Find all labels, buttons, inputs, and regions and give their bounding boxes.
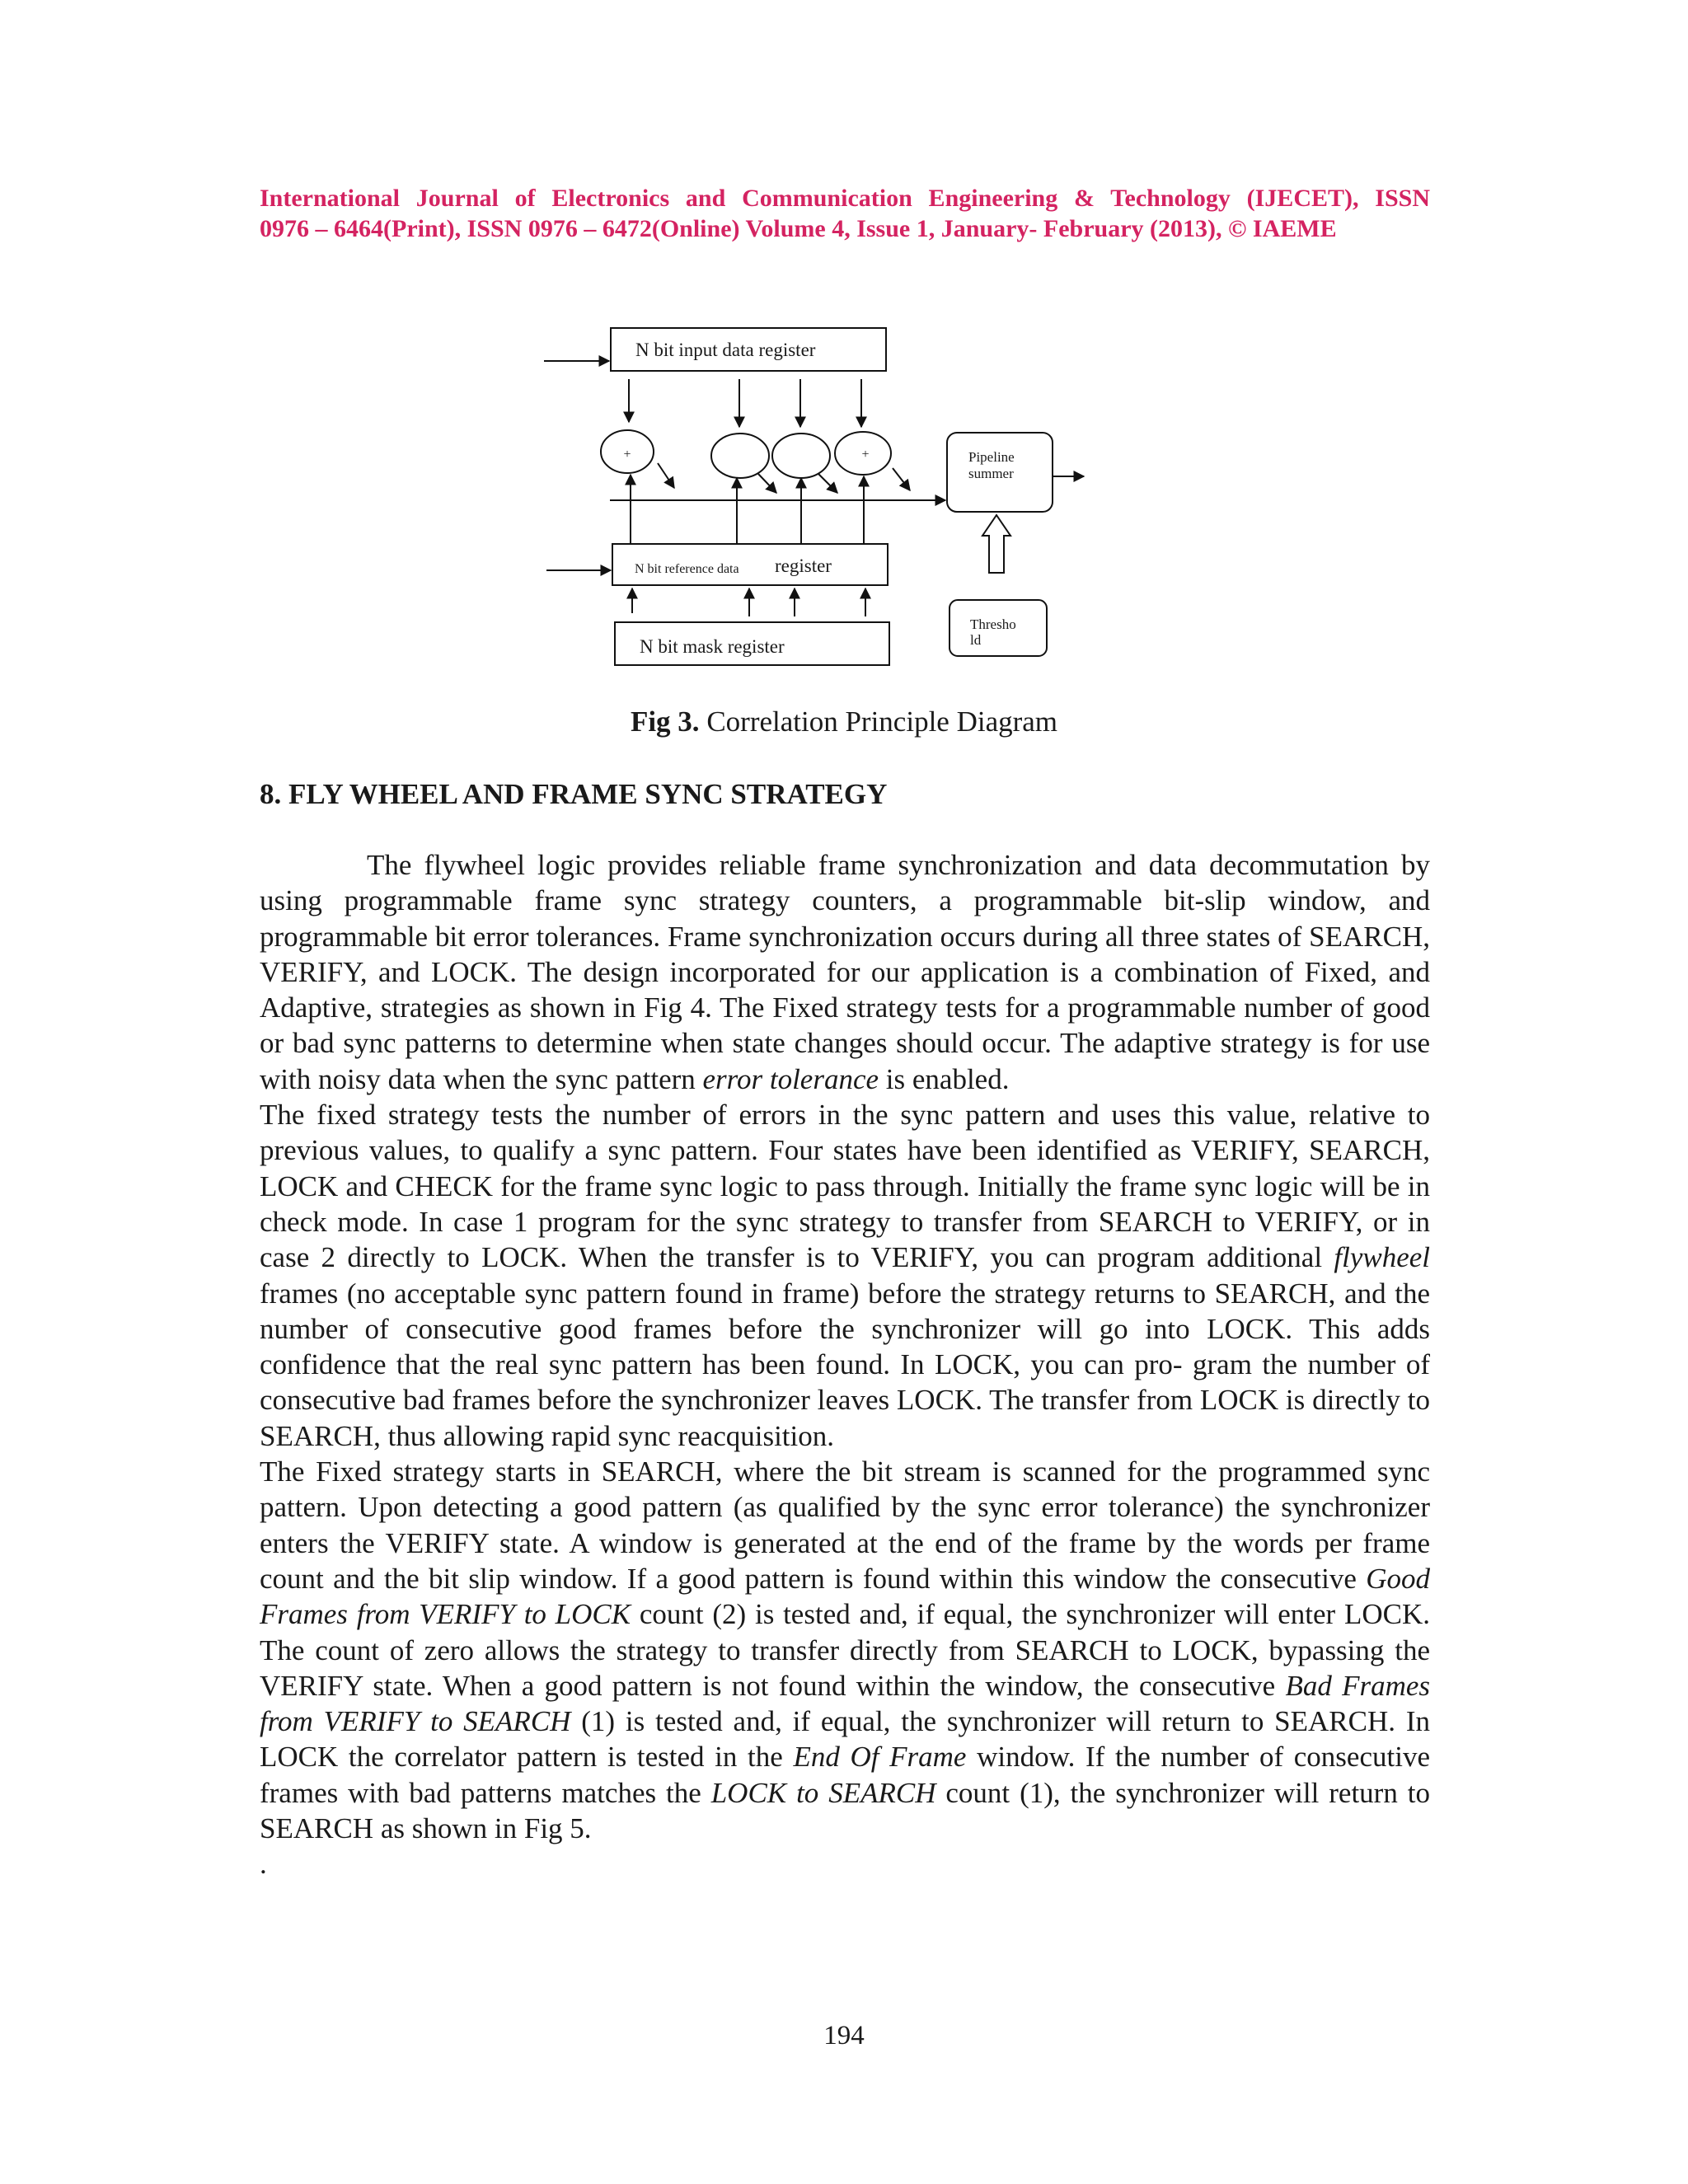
figure-caption-label: Fig 3. [630, 705, 700, 738]
emphasis-text: error tolerance [702, 1062, 879, 1095]
body-text [260, 847, 1430, 1882]
mask-register-label: N bit mask register [640, 636, 785, 657]
reference-register-label-word: register [775, 555, 832, 576]
diagonal-arrow [893, 468, 910, 490]
paragraph-text: (1) is tested and, if equal, the synchronizer will return to SEARCH. In LOCK the correlator pattern is tested in the [260, 1705, 1430, 1774]
threshold-label-line-2: ld [970, 632, 982, 648]
paragraph-text: is enabled. [879, 1062, 1010, 1095]
figure-caption [0, 705, 1688, 738]
emphasis-text: LOCK to SEARCH [710, 1776, 936, 1809]
figure-caption-text: Correlation Principle Diagram [699, 705, 1058, 738]
section-title: 8. FLY WHEEL AND FRAME SYNC STRATEGY [260, 778, 888, 810]
adder-ellipse [772, 434, 830, 478]
threshold-label-line-1: Thresho [970, 616, 1016, 632]
plus-sign: + [861, 448, 870, 462]
emphasis-text: Bad Frames from VERIFY to SEARCH [260, 1669, 1431, 1738]
page-number: 194 [823, 2021, 865, 2050]
paragraph-text: count (2) is tested and, if equal, the synchronizer will enter LOCK. The count of zero allows the strategy to transfer directly from SEARCH to LOCK, bypassing the VERIFY state. When a good pattern is not found within the window, the consecutive [260, 1598, 1430, 1702]
paragraph-text: count (1), the synchronizer will return to SEARCH as shown in Fig 5. [260, 1776, 1430, 1845]
paragraph-text: frames (no acceptable sync pattern found in frame) before the strategy returns to SEARCH, and the number of consecutive good frames before the synchronizer will go into LOCK. This adds confidence that the real sync pattern has been found. In LOCK, you can pro- gram the number of consecutive bad frames before the synchronizer leaves LOCK. The transfer from LOCK is directly to SEARCH, thus allowing rapid sync reacquisition. [260, 1277, 1430, 1452]
adder-ellipse [711, 434, 769, 478]
paragraph-1 [260, 847, 1430, 1097]
paragraph-3 [260, 1454, 1430, 1846]
journal-header-line-1: International Journal of Electronics and Communication Engineering & Technology (IJECET), ISSN [260, 185, 1430, 212]
pipeline-summer-label-line-2: summer [968, 466, 1014, 481]
trailing-dot: . [260, 1848, 267, 1881]
paragraph-text: The Fixed strategy starts in SEARCH, where the bit stream is scanned for the programmed sync pattern. Upon detecting a good pattern (as qualified by the sync error tolerance) the synchronizer enters the VERIFY state. A window is generated at the end of the frame by the words per frame count and the bit slip window. If a good pattern is found within this window the consecutive [260, 1455, 1430, 1595]
paragraph-text: window. If the number of consecutive frames with bad patterns matches the [260, 1741, 1430, 1809]
diagonal-arrow [658, 463, 674, 488]
plus-sign: + [623, 448, 631, 462]
paragraph-text: The fixed strategy tests the number of errors in the sync pattern and uses this value, relative to previous values, to qualify a sync pattern. Four states have been identified as VERIFY, SEARCH, LOCK and CHECK for the frame sync logic to pass through. Initially the frame sync logic will be in check mode. In case 1 program for the sync strategy to transfer from SEARCH to VERIFY, or in case 2 directly to LOCK. When the transfer is to VERIFY, you can program additional [260, 1099, 1430, 1274]
input-register-label: N bit input data register [635, 340, 816, 360]
emphasis-text: flywheel [1334, 1241, 1430, 1274]
emphasis-text: Good Frames from VERIFY to LOCK [260, 1562, 1430, 1631]
paragraph-2 [260, 1097, 1430, 1454]
reference-register-label-small: N bit reference data [635, 562, 739, 576]
paragraph-text: The flywheel logic provides reliable frame synchronization and data decommutation by using programmable frame sync strategy counters, a programmable bit-slip window, and programmable bit error tolerances. Frame synchronization occurs during all three states of SEARCH, VERIFY, and LOCK. The design incorporated for our application is a combination of Fixed, and Adaptive, strategies as shown in Fig 4. The Fixed strategy tests for a programmable number of good or bad sync patterns to determine when state changes should occur. The adaptive strategy is for use with noisy data when the sync pattern [260, 849, 1430, 1095]
journal-header-line-2: 0976 – 6464(Print), ISSN 0976 – 6472(Online) Volume 4, Issue 1, January- February (2013), © IAEME [260, 215, 1337, 242]
pipeline-summer-label-line-1: Pipeline [968, 449, 1015, 465]
threshold-hollow-arrow [982, 515, 1010, 573]
diagonal-arrow [818, 474, 837, 493]
emphasis-text: End Of Frame [793, 1741, 967, 1774]
diagonal-arrow [758, 474, 776, 493]
